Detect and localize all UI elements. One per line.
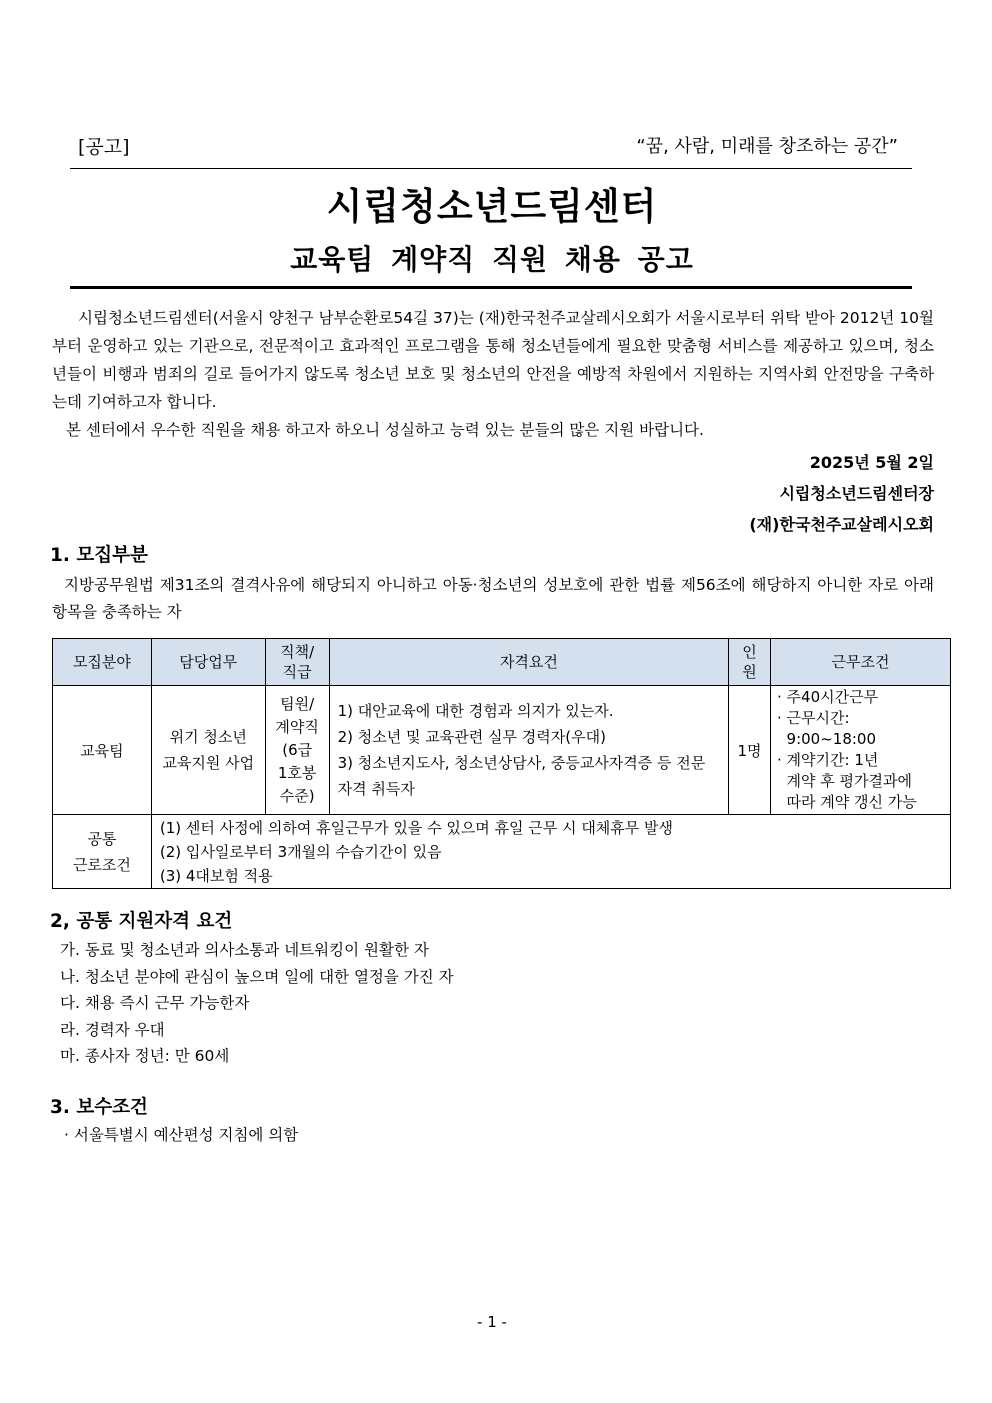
list-item: · 근무시간: xyxy=(777,709,850,727)
list-item: 9:00~18:00 xyxy=(777,730,877,748)
page-title: 시립청소년드림센터 xyxy=(326,185,658,228)
section-1-description xyxy=(52,572,934,626)
common-conditions-list xyxy=(152,816,950,888)
cell-field: 교육팀 xyxy=(53,686,152,815)
header-field: 모집분야 xyxy=(53,639,152,686)
section-2-title: 2, 공통 지원자격 요건 xyxy=(50,911,233,932)
notice-tag: [공고] xyxy=(78,136,130,158)
header-conditions: 근무조건 xyxy=(771,639,951,686)
qualification-list xyxy=(330,698,728,802)
common-label-text: 공통 근로조건 xyxy=(72,829,131,874)
rank-text: 팀원/ 계약직 (6급 1호봉 수준) xyxy=(275,694,319,805)
header-qualification: 자격요건 xyxy=(329,639,728,686)
list-item: 3) 청소년지도사, 청소년상담사, 중등교사자격증 등 전문 자격 취득자 xyxy=(337,754,706,798)
cell-duty xyxy=(151,686,265,815)
page-subtitle: 교육팀 계약직 직원 채용 공고 xyxy=(290,243,694,276)
list-item: · 서울특별시 예산편성 지침에 의함 xyxy=(64,1126,299,1144)
list-item: 계약 후 평가결과에 xyxy=(777,772,912,790)
list-item: 1) 대안교육에 대한 경험과 의지가 있는자. xyxy=(337,702,614,720)
slogan: “꿈, 사람, 미래를 창조하는 공간” xyxy=(636,136,898,157)
list-item: 가. 동료 및 청소년과 의사소통과 네트워킹이 원활한 자 xyxy=(60,941,429,959)
eligibility-text: 지방공무원법 제31조의 결격사유에 해당되지 아니하고 아동·청소년의 성보호에 관한 법률 제56조에 해당하지 아니한 자로 아래 항목을 충족하는 자 xyxy=(52,576,934,621)
duty-text: 위기 청소년 교육지원 사업 xyxy=(162,728,255,772)
cell-headcount: 1명 xyxy=(729,686,771,815)
section-1-title: 1. 모집부분 xyxy=(50,545,148,566)
table-header-row xyxy=(53,639,951,686)
intro-paragraph-1: 시립청소년드림센터(서울시 양천구 남부순환로54길 37)는 (재)한국천주교살레시오회가 서울시로부터 위탁 받아 2012년 10월부터 운영하고 있는 기관으로, 전문적이고 효과적인 프로그램을 통해 청소년들에게 필요한 맞춤형 서비스를 제공하고 있으며, 청소년들이 비행과 범죄의 길로 들어가지 않도록 청소년 보호 및 청소년의 안전을 예방적 차원에서 지원하는 지역사회 안전망을 구축하는데 기여하고자 합니다. xyxy=(52,309,934,411)
header-rank-text: 직책/ 직급 xyxy=(280,643,315,681)
cell-qualifications xyxy=(329,686,728,815)
section-2-list xyxy=(60,937,454,1070)
list-item: · 계약기간: 1년 xyxy=(777,751,879,769)
list-item: 2) 청소년 및 교육관련 실무 경력자(우대) xyxy=(337,728,606,746)
header-row xyxy=(78,130,898,160)
conditions-list xyxy=(771,687,950,813)
table-row xyxy=(53,686,951,815)
list-item: 따라 계약 갱신 가능 xyxy=(777,793,917,811)
section-3-title: 3. 보수조건 xyxy=(50,1097,148,1118)
center-head: 시립청소년드림센터장 xyxy=(779,484,934,503)
organization-name: (재)한국천주교살레시오회 xyxy=(749,515,934,534)
header-headcount xyxy=(729,639,771,686)
intro-text xyxy=(52,304,934,444)
recruitment-table xyxy=(52,638,951,889)
list-item: (3) 4대보험 적용 xyxy=(159,866,273,885)
header-rank xyxy=(265,639,329,686)
header-headcount-text: 인 원 xyxy=(742,643,757,681)
table-row-common xyxy=(53,815,951,889)
list-item: (1) 센터 사정에 의하여 휴일근무가 있을 수 있으며 휴일 근무 시 대체휴무 발생 xyxy=(159,818,674,837)
cell-conditions xyxy=(771,686,951,815)
list-item: 나. 청소년 분야에 관심이 높으며 일에 대한 열정을 가진 자 xyxy=(60,967,454,986)
title-divider xyxy=(70,286,912,289)
top-divider xyxy=(70,168,912,169)
list-item: 다. 채용 즉시 근무 가능한자 xyxy=(60,994,250,1012)
page-number: - 1 - xyxy=(477,1313,507,1331)
list-item: 라. 경력자 우대 xyxy=(60,1020,165,1039)
section-3-list xyxy=(64,1122,298,1148)
list-item: (2) 입사일로부터 3개월의 수습기간이 있음 xyxy=(159,842,442,861)
cell-rank xyxy=(265,686,329,815)
cell-common-items xyxy=(151,815,950,889)
list-item: 마. 종사자 정년: 만 60세 xyxy=(60,1047,230,1065)
list-item: · 주40시간근무 xyxy=(777,688,879,706)
cell-common-label xyxy=(53,815,152,889)
announcement-date: 2025년 5월 2일 xyxy=(809,453,934,472)
header-duty: 담당업무 xyxy=(151,639,265,686)
intro-paragraph-2: 본 센터에서 우수한 직원을 채용 하고자 하오니 성실하고 능력 있는 분들의 많은 지원 바랍니다. xyxy=(66,421,704,439)
